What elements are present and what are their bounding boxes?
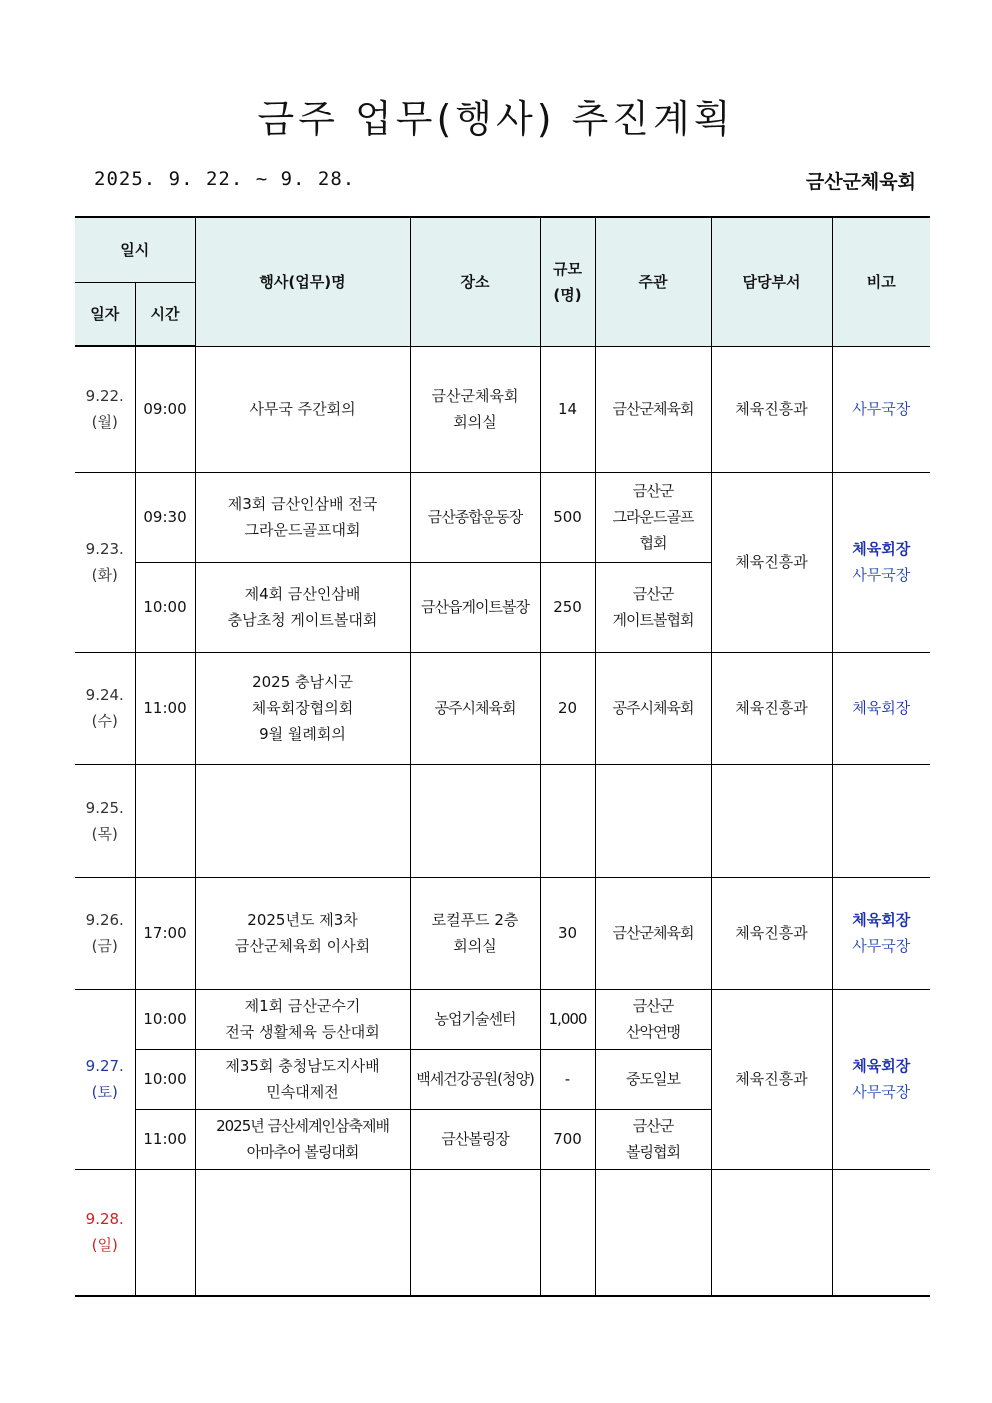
time-cell	[135, 1169, 195, 1296]
event-line: 금산군체육회 이사회	[234, 937, 371, 955]
event-line: 체육회장협의회	[251, 699, 354, 717]
dept-cell: 체육진흥과	[711, 877, 832, 989]
host-cell	[595, 562, 711, 652]
note-secretary: 사무국장	[852, 937, 911, 955]
table-row	[75, 346, 930, 472]
event-cell	[195, 652, 410, 764]
host-line: 금산군	[632, 585, 674, 603]
place-cell: 백세건강공원(청양)	[410, 1049, 540, 1109]
period-range: 2025. 9. 22. ~ 9. 28.	[94, 168, 356, 190]
note-secretary: 사무국장	[852, 1083, 911, 1101]
place-cell: 금산읍게이트볼장	[410, 562, 540, 652]
scale-cell: 30	[540, 877, 595, 989]
note-cell: 사무국장	[832, 346, 930, 472]
event-line: 제3회 금산인삼배 전국	[227, 495, 378, 513]
place-cell: 금산종합운동장	[410, 472, 540, 562]
header-datetime: 일시	[75, 217, 195, 282]
place-line: 회의실	[453, 413, 497, 431]
event-line: 그라운드골프대회	[244, 521, 361, 539]
host-line: 게이트볼협회	[612, 611, 694, 629]
event-cell	[195, 1169, 410, 1296]
page-title: 금주 업무(행사) 추진계획	[257, 97, 735, 141]
header-scale-unit: (명)	[553, 285, 582, 304]
date-cell	[75, 346, 135, 472]
note-chairman: 체육회장	[852, 1057, 911, 1075]
date-label: 9.25.	[85, 798, 124, 817]
event-line: 전국 생활체육 등산대회	[225, 1023, 380, 1041]
place-cell: 금산볼링장	[410, 1109, 540, 1169]
weekday-label: (목)	[91, 824, 118, 843]
table-row	[75, 764, 930, 877]
event-cell	[195, 1049, 410, 1109]
time-cell	[135, 764, 195, 877]
table-row	[75, 989, 930, 1049]
event-cell	[195, 989, 410, 1049]
time-cell: 17:00	[135, 877, 195, 989]
dept-cell: 체육진흥과	[711, 472, 832, 652]
table-row	[75, 877, 930, 989]
header-scale-label: 규모	[553, 259, 582, 278]
header-dept: 담당부서	[711, 217, 832, 346]
place-line: 금산군체육회	[431, 387, 519, 405]
time-cell: 10:00	[135, 562, 195, 652]
place-cell	[410, 877, 540, 989]
place-line: 회의실	[453, 937, 497, 955]
table-row	[75, 1169, 930, 1296]
date-label: 9.26.	[85, 911, 124, 929]
place-cell: 농업기술센터	[410, 989, 540, 1049]
host-line: 금산군	[632, 1117, 674, 1135]
table-row	[75, 652, 930, 764]
time-cell: 09:00	[135, 346, 195, 472]
scale-cell: -	[540, 1049, 595, 1109]
header-scale	[540, 217, 595, 346]
weekday-label: (토)	[91, 1083, 118, 1101]
scale-cell: 20	[540, 652, 595, 764]
scale-cell: 700	[540, 1109, 595, 1169]
header-date: 일자	[75, 282, 135, 346]
scale-cell	[540, 764, 595, 877]
event-line: 2025년도 제3차	[247, 911, 358, 929]
note-chairman: 체육회장	[852, 540, 911, 558]
dept-cell	[711, 764, 832, 877]
place-cell: 공주시체육회	[410, 652, 540, 764]
host-line: 금산군	[632, 997, 674, 1015]
host-cell	[595, 764, 711, 877]
header-note: 비고	[832, 217, 930, 346]
host-cell: 금산군체육회	[595, 877, 711, 989]
time-cell: 10:00	[135, 989, 195, 1049]
dept-cell: 체육진흥과	[711, 346, 832, 472]
place-cell	[410, 764, 540, 877]
weekday-label: (월)	[91, 413, 118, 432]
note-cell: 체육회장	[832, 652, 930, 764]
header-time: 시간	[135, 282, 195, 346]
dept-cell: 체육진흥과	[711, 989, 832, 1169]
event-line: 제4회 금산인삼배	[244, 585, 361, 603]
note-secretary: 사무국장	[852, 566, 911, 584]
event-cell	[195, 877, 410, 989]
date-cell	[75, 652, 135, 764]
event-line: 제1회 금산군수기	[244, 997, 361, 1015]
event-line: 9월 월례회의	[259, 725, 346, 743]
host-cell: 공주시체육회	[595, 652, 711, 764]
host-line: 볼링협회	[626, 1143, 680, 1161]
header-place: 장소	[410, 217, 540, 346]
date-label: 9.24.	[85, 686, 124, 704]
date-cell	[75, 472, 135, 652]
note-cell	[832, 877, 930, 989]
host-line: 협회	[639, 534, 667, 552]
organization-name: 금산군체육회	[805, 171, 916, 193]
header-row-1	[75, 217, 930, 282]
header-event: 행사(업무)명	[195, 217, 410, 346]
host-cell	[595, 989, 711, 1049]
date-cell	[75, 989, 135, 1169]
event-cell	[195, 472, 410, 562]
host-line: 금산군	[632, 482, 674, 500]
scale-cell: 500	[540, 472, 595, 562]
host-cell	[595, 472, 711, 562]
scale-cell: 1,000	[540, 989, 595, 1049]
scale-cell: 250	[540, 562, 595, 652]
time-cell: 11:00	[135, 1109, 195, 1169]
event-line: 2025년 금산세계인삼축제배	[216, 1117, 389, 1135]
host-cell: 금산군체육회	[595, 346, 711, 472]
event-line: 충남초청 게이트볼대회	[227, 611, 378, 629]
note-cell	[832, 764, 930, 877]
date-cell	[75, 764, 135, 877]
date-cell	[75, 877, 135, 989]
place-line: 로컬푸드 2층	[431, 911, 519, 929]
header-host: 주관	[595, 217, 711, 346]
host-cell	[595, 1109, 711, 1169]
time-cell: 11:00	[135, 652, 195, 764]
dept-cell	[711, 1169, 832, 1296]
weekday-label: (수)	[91, 712, 118, 730]
scale-cell: 14	[540, 346, 595, 472]
event-line: 민속대제전	[266, 1083, 339, 1101]
host-cell: 중도일보	[595, 1049, 711, 1109]
date-label: 9.28.	[85, 1210, 124, 1229]
host-line: 산악연맹	[626, 1023, 680, 1041]
event-cell	[195, 1109, 410, 1169]
host-line: 그라운드골프	[612, 508, 694, 526]
place-cell	[410, 1169, 540, 1296]
event-line: 아마추어 볼링대회	[246, 1143, 359, 1161]
table-row	[75, 472, 930, 562]
weekday-label: (화)	[91, 566, 118, 584]
date-label: 9.23.	[85, 540, 124, 558]
note-cell	[832, 989, 930, 1169]
event-line: 2025 충남시군	[252, 673, 353, 691]
note-chairman: 체육회장	[852, 911, 911, 929]
note-cell	[832, 472, 930, 652]
event-cell	[195, 562, 410, 652]
weekday-label: (일)	[91, 1236, 118, 1255]
time-cell: 09:30	[135, 472, 195, 562]
place-cell	[410, 346, 540, 472]
date-cell	[75, 1169, 135, 1296]
date-label: 9.27.	[85, 1057, 124, 1075]
dept-cell: 체육진흥과	[711, 652, 832, 764]
scale-cell	[540, 1169, 595, 1296]
schedule-table	[75, 216, 930, 1297]
time-cell: 10:00	[135, 1049, 195, 1109]
event-cell: 사무국 주간회의	[195, 346, 410, 472]
date-label: 9.22.	[85, 387, 124, 406]
note-cell	[832, 1169, 930, 1296]
event-cell	[195, 764, 410, 877]
weekday-label: (금)	[91, 937, 118, 955]
event-line: 제35회 충청남도지사배	[225, 1057, 380, 1075]
host-cell	[595, 1169, 711, 1296]
